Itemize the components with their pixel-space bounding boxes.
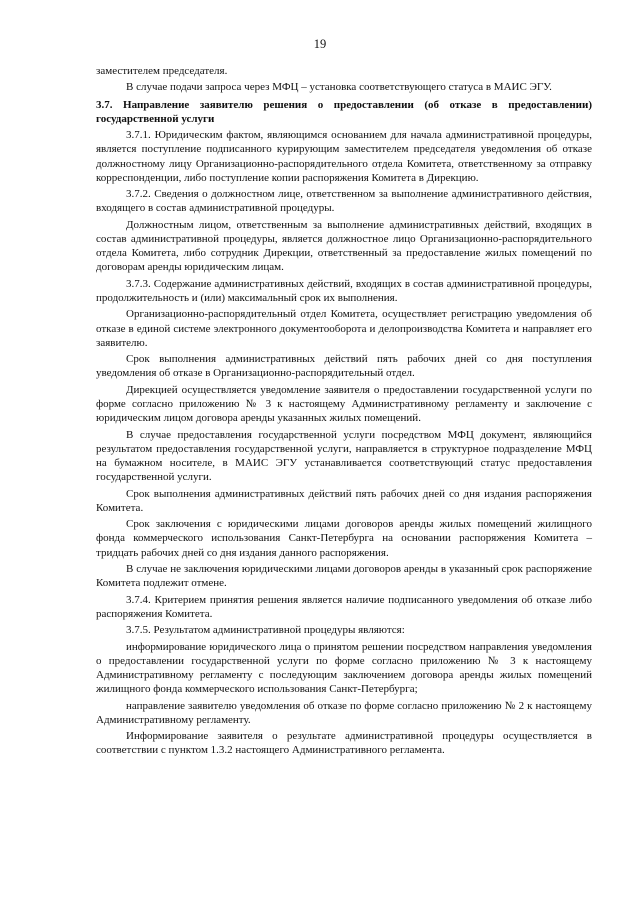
paragraph: Должностным лицом, ответственным за выполнение административных действий, входящих в состав административной процедуры, является должностное лицо Организационно-распорядительного отдела Комитета, либо сотрудник Дирекции, ответственный за предоставление жилых помещений по договорам аренды юридическим лицам.	[96, 218, 592, 274]
paragraph: В случае подачи запроса через МФЦ – установка соответствующего статуса в МАИС ЭГУ.	[126, 81, 552, 94]
paragraph: заместителем председателя.	[96, 65, 228, 77]
paragraph: 3.7.4. Критерием принятия решения является наличие подписанного уведомления об отказе либо распоряжения Комитета.	[96, 593, 592, 620]
paragraph: 3.7.5. Результатом административной процедуры являются:	[126, 624, 405, 637]
paragraph: Организационно-распорядительный отдел Комитета, осуществляет регистрацию уведомления об отказе в единой системе электронного документооборота и делопроизводства Комитета и направляет его заявителю.	[96, 308, 592, 349]
paragraph: 3.7.1. Юридическим фактом, являющимся основанием для начала административной процедуры, является поступление подписанного курирующим заместителем председателя уведомления об отказе должностному лицу Организационно-распорядительного отдела Комитета, ответственному за отправку корреспонденции, либо поступление копии распоряжения Комитета в Дирекцию.	[96, 129, 592, 184]
page-number: 19	[313, 37, 327, 51]
paragraph: 3.7.2. Сведения о должностном лице, ответственном за выполнение административного действия, входящего в состав административной процедуры.	[96, 188, 592, 215]
paragraph: Срок выполнения административных действий пять рабочих дней со дня издания распоряжения Комитета.	[96, 487, 592, 514]
paragraph: Информирование заявителя о результате административной процедуры осуществляется в соответствии с пунктом 1.3.2 настоящего Административного регламента.	[96, 730, 592, 757]
paragraph: В случае предоставления государственной услуги посредством МФЦ документ, являющийся результатом предоставления государственной услуги, направляется в структурное подразделение МФЦ на бумажном носителе, в МАИС ЭГУ устанавливается соответствующий статус предоставления государственной услуги.	[96, 428, 592, 484]
section-heading: 3.7. Направление заявителю решения о предоставлении (об отказе в предоставлении) государственной услуги	[96, 98, 592, 125]
paragraph: направление заявителю уведомления об отказе по форме согласно приложению № 2 к настоящему Административному регламенту.	[96, 699, 592, 726]
paragraph: 3.7.3. Содержание административных действий, входящих в состав административной процедуры, продолжительность и (или) максимальный срок их выполнения.	[96, 277, 592, 304]
paragraph: Срок выполнения административных действий пять рабочих дней со дня поступления уведомления об отказе в Организационно-распорядительный отдел.	[96, 353, 592, 380]
paragraph: Дирекцией осуществляется уведомление заявителя о предоставлении государственной услуги по форме согласно приложению № 3 к настоящему Административному регламенту и заключение с юридическим лицом договора аренды указанных жилых помещений.	[96, 383, 592, 425]
paragraph: информирование юридического лица о принятом решении посредством направления уведомления о предоставлении государственной услуги по форме согласно приложению № 3 к настоящему Административному регламенту с последующим заключением договора аренды жилых помещений жилищного фонда коммерческого использования Санкт-Петербурга;	[96, 640, 592, 696]
page-body	[96, 64, 592, 760]
paragraph: Срок заключения с юридическими лицами договоров аренды жилых помещений жилищного фонда коммерческого использования Санкт-Петербурга на основании распоряжения Комитета – тридцать рабочих дней со дня издания данного распоряжения.	[96, 518, 592, 559]
paragraph: В случае не заключения юридическими лицами договоров аренды в указанный срок распоряжение Комитета подлежит отмене.	[96, 562, 592, 590]
